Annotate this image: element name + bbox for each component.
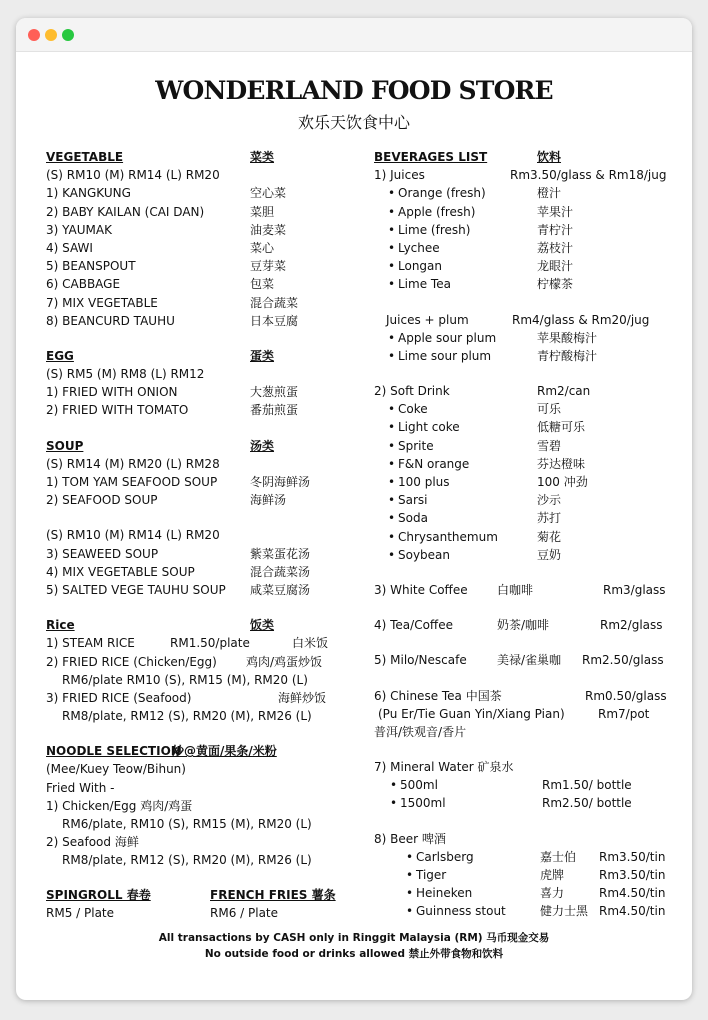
list-item: [46, 634, 366, 652]
item-name-cn: 包菜: [250, 277, 275, 292]
item-name-cn: 菜心: [250, 240, 275, 255]
item-name-cn: 海鲜炒饭: [278, 690, 327, 705]
juices-header: [374, 166, 674, 184]
item-name: 4) Tea/Coffee: [374, 618, 453, 633]
list-item: [374, 473, 674, 491]
item-name: • Guinness stout: [416, 902, 506, 920]
item-name: • Heineken: [416, 884, 472, 902]
list-item: 2) Seafood 海鲜: [46, 835, 139, 850]
list-item: [46, 689, 366, 707]
beverages-column: [374, 148, 674, 921]
plum-header: [374, 311, 674, 329]
item-price: Rm1.50/ bottle: [542, 778, 632, 793]
price-line: (S) RM5 (M) RM8 (L) RM12: [46, 367, 205, 382]
item-name: • Lime (fresh): [398, 221, 470, 239]
item-price: Rm2.50/ bottle: [542, 796, 632, 811]
item-name-cn: 青柠汁: [537, 222, 574, 237]
list-item: [46, 563, 366, 581]
list-item: [374, 347, 674, 365]
list-item: [46, 221, 366, 239]
noodle-types: (Mee/Kuey Teow/Bihun): [46, 762, 186, 777]
item-name: 5) SALTED VEGE TAUHU SOUP: [46, 582, 226, 597]
price-line: [46, 851, 366, 869]
category-label: Juices + plum: [386, 312, 469, 327]
item-name-cn: 龙眼汁: [537, 259, 574, 274]
payment-note: All transactions by CASH only in Ringgit Malaysia (RM) 马币现金交易: [158, 932, 550, 944]
item-name-cn: 喜力: [540, 886, 565, 901]
noodle-header: [46, 742, 366, 760]
item-name: • Tiger: [416, 866, 446, 884]
item-name: 3) YAUMAK: [46, 222, 112, 237]
list-item: [46, 653, 366, 671]
item-name-cn: 空心菜: [250, 186, 287, 201]
springroll-heading: SPINGROLL 春卷: [46, 887, 151, 902]
price-line: (S) RM14 (M) RM20 (L) RM28: [46, 456, 220, 471]
list-item: [46, 401, 366, 419]
list-item: [46, 239, 366, 257]
section-heading: EGG: [46, 348, 74, 363]
item-name: 1) FRIED WITH ONION: [46, 385, 178, 400]
rice-header: [46, 616, 366, 634]
item-name: • Orange (fresh): [398, 184, 486, 202]
price-line: [46, 671, 366, 689]
list-item: [46, 294, 366, 312]
list-item: [374, 203, 674, 221]
list-item: [374, 257, 674, 275]
list-item: [374, 528, 674, 546]
list-item: [46, 203, 366, 221]
item-name: 6) Chinese Tea 中国茶: [374, 688, 502, 703]
item-name: • 1500ml: [400, 794, 446, 812]
item-name: • Coke: [398, 400, 428, 418]
section-heading-cn: 饭类: [250, 618, 275, 633]
item-name-cn: 混合蔬菜: [250, 295, 299, 310]
item-name-cn: 豆奶: [537, 547, 562, 562]
section-heading-cn: 汤类: [250, 438, 275, 453]
item-name-cn: 雪碧: [537, 438, 562, 453]
item-name-cn: 白咖啡: [497, 582, 534, 597]
item-name: • Soybean: [398, 546, 450, 564]
list-item: [374, 902, 674, 920]
item-price: RM1.50/plate: [170, 636, 250, 651]
food-column: [46, 148, 366, 922]
item-name-cn: 苹果汁: [537, 204, 574, 219]
springroll-price: RM5 / Plate: [46, 905, 115, 920]
list-item: 1) Chicken/Egg 鸡肉/鸡蛋: [46, 798, 193, 813]
list-item: [46, 312, 366, 330]
item-name: • Lime sour plum: [398, 347, 491, 365]
item-name: 2) SEAFOOD SOUP: [46, 493, 158, 508]
item-name: 3) White Coffee: [374, 582, 468, 597]
category-price: Rm3.50/glass & Rm18/jug: [510, 168, 667, 183]
item-name-cn: 柠檬茶: [537, 277, 574, 292]
category-label: 1) Juices: [374, 168, 425, 183]
list-item: [374, 794, 674, 812]
item-name: • Longan: [398, 257, 442, 275]
soup-header: [46, 437, 366, 455]
item-price: Rm2.50/glass: [582, 653, 664, 668]
item-name: • Carlsberg: [416, 848, 474, 866]
item-name: 7) MIX VEGETABLE: [46, 295, 158, 310]
milo-row: [374, 651, 674, 669]
list-item: [46, 491, 366, 509]
category-label: 2) Soft Drink: [374, 384, 450, 399]
item-name: 6) CABBAGE: [46, 277, 121, 292]
item-name-cn: 芬达橙味: [537, 456, 586, 471]
list-item: [374, 221, 674, 239]
category-price: Rm2/can: [537, 384, 591, 399]
egg-header: [46, 347, 366, 365]
item-name: 4) SAWI: [46, 240, 93, 255]
item-name-cn: 白米饭: [292, 636, 329, 651]
chinese-tea-row: [374, 687, 674, 705]
menu-document: [16, 52, 692, 1000]
page-subtitle: 欢乐天饮食中心: [297, 113, 410, 132]
item-name-cn: 咸菜豆腐汤: [250, 582, 311, 597]
section-heading: VEGETABLE: [46, 150, 124, 164]
item-name: 5) Milo/Nescafe: [374, 653, 467, 668]
price-line: (S) RM10 (M) RM14 (L) RM20: [46, 528, 220, 543]
fried-with-label: Fried With -: [46, 780, 115, 795]
item-prices: RM6/plate RM10 (S), RM15 (M), RM20 (L): [62, 672, 308, 687]
item-name: • 500ml: [400, 776, 438, 794]
item-name-cn: 豆芽菜: [250, 259, 287, 274]
section-heading: NOODLE SELECTION: [46, 744, 181, 759]
item-name: 3) FRIED RICE (Seafood): [46, 690, 192, 705]
price-line: (S) RM10 (M) RM14 (L) RM20: [46, 168, 220, 183]
soft-drink-header: [374, 382, 674, 400]
tea-varieties-cn: 普洱/铁观音/香片: [374, 724, 467, 739]
list-item: [46, 473, 366, 491]
list-item: [374, 275, 674, 293]
item-name-cn: 嘉士伯: [540, 849, 577, 864]
list-item: [46, 275, 366, 293]
item-name-cn: 鸡肉/鸡蛋炒饭: [246, 654, 323, 669]
item-name: • Apple sour plum: [398, 329, 496, 347]
category-price: Rm4/glass & Rm20/jug: [512, 312, 650, 327]
item-name-cn: 低糖可乐: [537, 420, 586, 435]
item-name-cn: 橙汁: [537, 186, 562, 201]
white-coffee-row: [374, 581, 674, 599]
item-name: • Light coke: [398, 418, 460, 436]
price-line: [46, 815, 366, 833]
outside-food-note: No outside food or drinks allowed 禁止外带食物和饮料: [204, 948, 504, 960]
list-item: [374, 437, 674, 455]
item-name-cn: 苹果酸梅汁: [537, 330, 598, 345]
app-window: [16, 18, 692, 1000]
item-prices: RM8/plate, RM12 (S), RM20 (M), RM26 (L): [62, 709, 312, 724]
item-name-cn: 油麦菜: [250, 222, 287, 237]
item-name-cn: 菜胆: [250, 204, 275, 219]
item-price: Rm0.50/glass: [585, 688, 667, 703]
beer-header: 8) Beer 啤酒: [374, 831, 446, 846]
item-name: • Apple (fresh): [398, 203, 475, 221]
item-name: • Chrysanthemum: [398, 528, 498, 546]
item-name: 1) KANGKUNG: [46, 186, 131, 201]
item-prices: RM6/plate, RM10 (S), RM15 (M), RM20 (L): [62, 817, 312, 831]
list-item: [374, 776, 674, 794]
item-name: 3) SEAWEED SOUP: [46, 546, 159, 561]
tea-coffee-row: [374, 616, 674, 634]
chinese-tea-varieties: [374, 705, 674, 723]
list-item: [374, 184, 674, 202]
water-header: 7) Mineral Water 矿泉水: [374, 760, 514, 775]
list-item: [374, 509, 674, 527]
footer-notes: [16, 930, 692, 962]
item-name-cn: 冬阴海鲜汤: [250, 475, 311, 489]
page-title: WONDERLAND FOOD STORE: [155, 76, 553, 105]
price-line: [46, 707, 366, 725]
snacks-prices: [46, 904, 366, 922]
item-name-cn: 青柠酸梅汁: [537, 348, 598, 363]
item-name-cn: 大葱煎蛋: [250, 385, 299, 400]
item-name-cn: 虎牌: [540, 868, 565, 882]
item-name-cn: 紫菜蛋花汤: [250, 546, 311, 561]
list-item: [374, 329, 674, 347]
item-name-cn: 沙示: [537, 493, 562, 508]
item-price: Rm3.50/tin: [599, 849, 666, 864]
item-price: Rm2/glass: [600, 618, 663, 633]
item-name-cn: 100 冲劲: [537, 475, 588, 489]
item-name-cn: 番茄煎蛋: [250, 403, 299, 418]
list-item: [374, 866, 674, 884]
item-name: 2) FRIED RICE (Chicken/Egg): [46, 654, 217, 669]
section-heading-cn: 蛋类: [250, 348, 275, 363]
list-item: [374, 455, 674, 473]
list-item: [46, 184, 366, 202]
item-name-cn: 奶茶/咖啡: [497, 618, 550, 633]
section-heading-cn: 饮料: [537, 150, 562, 164]
item-name: 4) MIX VEGETABLE SOUP: [46, 564, 195, 579]
item-price: Rm4.50/tin: [599, 904, 666, 919]
item-price: Rm3/glass: [603, 582, 666, 597]
item-name: 2) FRIED WITH TOMATO: [46, 403, 189, 418]
item-name: • F&N orange: [398, 455, 469, 473]
section-heading-cn: 菜类: [250, 150, 275, 164]
vegetable-header: [46, 148, 366, 166]
close-window-button[interactable]: [28, 29, 40, 41]
item-name: • Sarsi: [398, 491, 428, 509]
list-item: [46, 581, 366, 599]
item-name: • Lychee: [398, 239, 440, 257]
list-item: [374, 239, 674, 257]
list-item: [374, 884, 674, 902]
item-name: • Soda: [398, 509, 428, 527]
section-heading: BEVERAGES LIST: [374, 150, 488, 164]
tea-varieties: (Pu Er/Tie Guan Yin/Xiang Pian): [378, 706, 565, 721]
item-name-cn: 海鲜汤: [250, 493, 287, 508]
list-item: [374, 400, 674, 418]
item-name: 2) BABY KAILAN (CAI DAN): [46, 204, 205, 219]
item-name-cn: 美禄/雀巢咖: [497, 653, 562, 668]
pot-price: Rm7/pot: [598, 706, 650, 721]
list-item: [46, 545, 366, 563]
fries-heading: FRENCH FRIES 薯条: [210, 887, 336, 902]
item-name: 1) TOM YAM SEAFOOD SOUP: [46, 475, 218, 489]
list-item: [374, 848, 674, 866]
item-name-cn: 日本豆腐: [250, 313, 299, 328]
list-item: [374, 418, 674, 436]
section-heading-cn: 炒@黄面/果条/米粉: [172, 744, 277, 759]
list-item: [46, 383, 366, 401]
item-name: 1) STEAM RICE: [46, 636, 135, 651]
list-item: [374, 546, 674, 564]
item-name: • Lime Tea: [398, 275, 451, 293]
item-name-cn: 荔枝汁: [537, 240, 574, 255]
item-name-cn: 苏打: [537, 511, 562, 526]
beverages-header: [374, 148, 674, 166]
list-item: [374, 491, 674, 509]
item-name: • 100 plus: [398, 473, 450, 491]
title-bar: [16, 18, 692, 52]
item-name: 8) BEANCURD TAUHU: [46, 313, 175, 328]
section-heading: Rice: [46, 618, 75, 633]
item-name: • Sprite: [398, 437, 434, 455]
snacks-header: [46, 886, 366, 904]
item-name-cn: 混合蔬菜汤: [250, 564, 311, 579]
item-name-cn: 菊花: [537, 529, 562, 544]
item-name-cn: 健力士黑: [540, 904, 589, 919]
maximize-window-button[interactable]: [62, 29, 74, 41]
section-heading: SOUP: [46, 438, 84, 453]
item-prices: RM8/plate, RM12 (S), RM20 (M), RM26 (L): [62, 853, 312, 868]
item-name: 5) BEANSPOUT: [46, 259, 136, 274]
fries-price: RM6 / Plate: [210, 905, 279, 920]
item-name-cn: 可乐: [537, 402, 562, 417]
list-item: [46, 257, 366, 275]
minimize-window-button[interactable]: [45, 29, 57, 41]
item-price: Rm3.50/tin: [599, 868, 666, 882]
item-price: Rm4.50/tin: [599, 886, 666, 901]
